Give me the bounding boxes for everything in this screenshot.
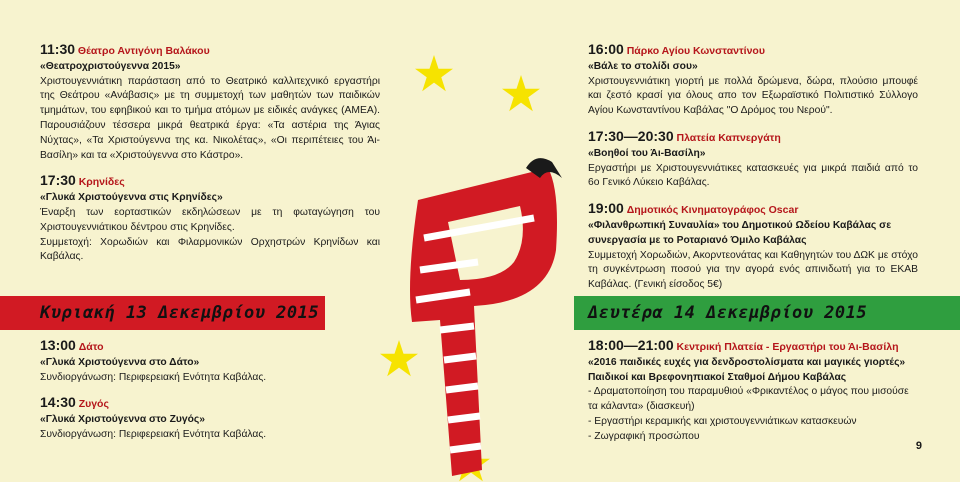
- event-entry: [588, 42, 918, 119]
- event-description: Χριστουγεννιάτικη παράσταση από το Θεατρικό καλλιτεχνικό εργαστήρι της Θεάτρου «Ανάβασις» με τη συμμετοχή των μαθητών των παιδικών τμημάτων, του εφηβικού και το τμήμα ατόμων με ειδικές ανάγκες (ΑΜΕΑ). Παρουσιάζουν τέσσερα μικρά θεατρικά έργα: «Τα αστέρια της Άγιας Νύχτας», «Τα Χριστούγεννα της κα. Νικολέτας», «Οι περιπέτειες του Άι-Βασίλη» και τα «Χριστούγεννα στο Κάστρο».: [40, 75, 380, 161]
- event-entry: [588, 338, 918, 445]
- event-venue: Πλατεία Καπνεργάτη: [676, 131, 781, 144]
- event-time: 18:00—21:00: [588, 337, 674, 353]
- event-description: Συμμετοχή Χορωδιών, Ακορντεονάτας και Καθηγητών του ΔΩΚ με στόχο τη συγκέντρωση ποσού για την αγορά ενός απινιδωτή για το ΕΚΑΒ Καβάλας. (Γενική είσοδος 5€): [588, 249, 918, 291]
- event-subtitle: «2016 παιδικές ευχές για δενδροστολίσματα και μαγικές γιορτές»: [588, 356, 906, 368]
- event-venue: Ζυγός: [78, 398, 109, 411]
- event-description: Χριστουγεννιάτικη γιορτή με πολλά δρώμενα, δώρα, πλούσιο μπουφέ και ζεστό κρασί για όλους απο τον Εξωραϊστικό Πολιτιστικό Σύλλογο Αγίου Κωνσταντίνου Καβάλας "Ο Δρόμος του Νερού".: [588, 75, 918, 117]
- event-time: 17:30: [40, 172, 76, 189]
- left-column-bottom: [40, 338, 380, 453]
- event-time: 16:00: [588, 41, 624, 57]
- event-organizer: Παιδικοί και Βρεφονηπιακοί Σταθμοί Δήμου Καβάλας: [588, 371, 847, 383]
- event-venue: Θέατρο Αντιγόνη Βαλάκου: [77, 45, 210, 57]
- event-entry: [40, 338, 380, 385]
- star-icon: [380, 340, 418, 376]
- right-column-bottom: [588, 338, 918, 455]
- event-entry: [588, 129, 918, 191]
- event-entry: [588, 201, 918, 293]
- left-column-top: [40, 42, 380, 275]
- event-subtitle: «Θεατροχριστούγεννα 2015»: [40, 60, 181, 72]
- event-participants: Συμμετοχή: Χορωδιών και Φιλαρμονικών Ορχηστρών Κρηνίδων και Καβάλας.: [40, 236, 380, 263]
- event-time: 14:30: [40, 394, 76, 411]
- event-venue: Κεντρική Πλατεία - Εργαστήρι του Άι-Βασίλη: [676, 341, 899, 353]
- event-entry: [40, 42, 380, 163]
- event-venue: Πάρκο Αγίου Κωνσταντίνου: [626, 45, 765, 57]
- event-description: Συνδιοργάνωση: Περιφερειακή Ενότητα Καβάλας.: [40, 428, 267, 440]
- event-time: 11:30: [40, 41, 76, 57]
- date-banner-sunday: [0, 296, 325, 330]
- event-subtitle: «Γλυκά Χριστούγεννα στις Κρηνίδες»: [40, 192, 223, 204]
- event-subtitle: «Γλυκά Χριστούγεννα στο Δάτο»: [40, 356, 200, 368]
- candy-cane-p-logo: [410, 158, 562, 476]
- star-icon: [502, 75, 540, 111]
- event-description: Συνδιοργάνωση: Περιφερειακή Ενότητα Καβάλας.: [40, 371, 267, 383]
- event-time: 17:30—20:30: [588, 127, 674, 144]
- event-entry: [40, 395, 380, 442]
- event-description: Εργαστήρι με Χριστουγεννιάτικες κατασκευές για μικρά παιδιά από το 6ο Γενικό Λύκειο Καβάλας.: [588, 162, 918, 189]
- activity-item: - Ζωγραφική προσώπου: [588, 430, 700, 442]
- right-column-top: [588, 42, 918, 303]
- event-description: Έναρξη των εορταστικών εκδηλώσεων με τη φωταγώγηση του Χριστουγεννιάτικου δέντρου στις Κρηνίδες.: [40, 206, 380, 233]
- event-venue: Δημοτικός Κινηματογράφος Oscar: [626, 204, 799, 217]
- event-subtitle: «Φιλανθρωπική Συναυλία» του Δημοτικού Ωδείου Καβάλας σε συνεργασία με το Ροταριανό Όμιλο Καβάλας: [588, 219, 892, 246]
- activity-item: - Δραματοποίηση του παραμυθιού «Φρικαντέλος ο μάγος που μισούσε τα κάλαντα» (διασκευή): [588, 386, 909, 413]
- event-time: 19:00: [588, 200, 624, 217]
- page-number: 9: [915, 440, 922, 452]
- date-banner-text: Κυριακή 13 Δεκεμβρίου 2015: [40, 303, 320, 323]
- event-subtitle: «Βοηθοί του Άι-Βασίλη»: [588, 147, 706, 159]
- date-banner-text: Δευτέρα 14 Δεκεμβρίου 2015: [588, 303, 868, 323]
- event-venue: Κρηνίδες: [78, 176, 125, 189]
- event-subtitle: «Βάλε το στολίδι σου»: [588, 60, 698, 72]
- event-time: 13:00: [40, 337, 76, 353]
- event-venue: Δάτο: [78, 341, 104, 353]
- event-subtitle: «Γλυκά Χριστούγεννα στο Ζυγός»: [40, 414, 205, 426]
- star-icon: [415, 55, 453, 91]
- event-entry: [40, 173, 380, 265]
- activity-item: - Εργαστήρι κεραμικής και χριστουγεννιάτικων κατασκευών: [588, 415, 857, 427]
